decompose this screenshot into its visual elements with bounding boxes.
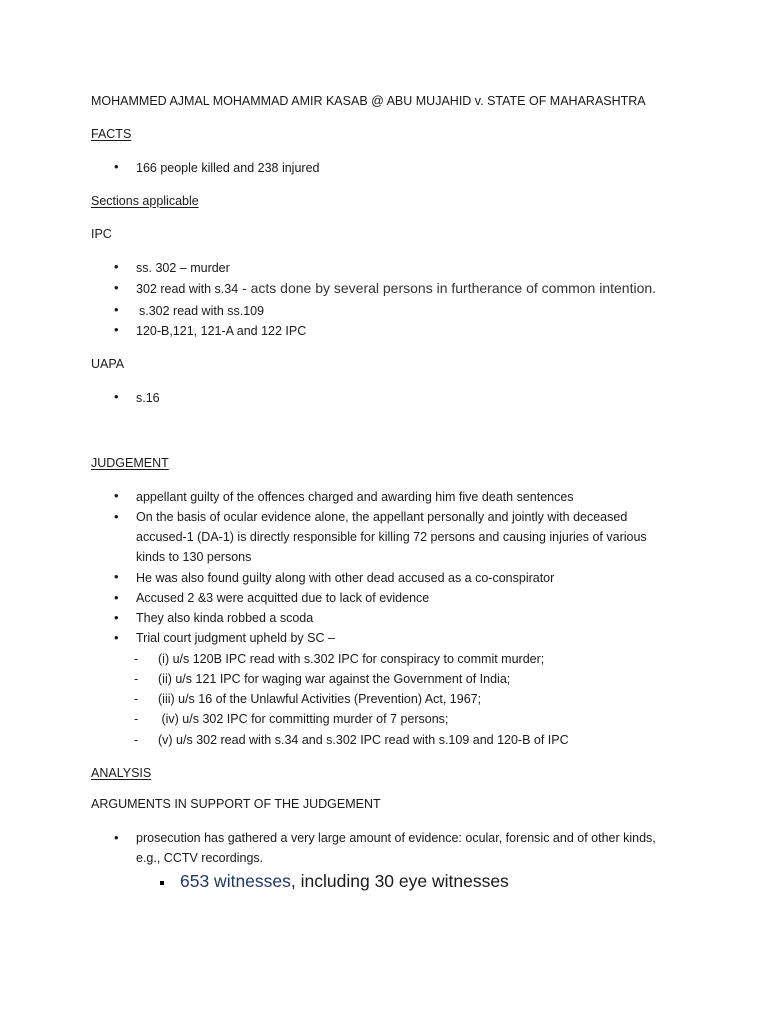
judgement-heading: JUDGEMENT: [91, 456, 169, 470]
square-bullet-icon: [160, 881, 164, 885]
ipc-item: [136, 280, 656, 296]
bullet-icon: •: [114, 302, 119, 317]
uapa-item: s.16: [136, 391, 160, 405]
judgement-item: He was also found guilty along with other dead accused as a co-conspirator: [136, 571, 555, 585]
sections-heading: Sections applicable: [91, 194, 199, 208]
uapa-label: UAPA: [91, 357, 125, 371]
judgement-item: On the basis of ocular evidence alone, the appellant personally and jointly with deceased: [136, 510, 628, 524]
analysis-subheading: ARGUMENTS IN SUPPORT OF THE JUDGEMENT: [91, 797, 381, 811]
facts-item: 166 people killed and 238 injured: [136, 161, 320, 175]
judgement-item-continued: accused-1 (DA-1) is directly responsible for killing 72 persons and causing injuries of various: [136, 530, 647, 544]
bullet-icon: •: [114, 509, 119, 524]
ipc-item: ss. 302 – murder: [136, 261, 230, 275]
bullet-icon: •: [114, 830, 119, 845]
analysis-item-continued: e.g., CCTV recordings.: [136, 851, 264, 865]
bullet-icon: •: [114, 322, 119, 337]
ipc-item-main: 302 read with s.34: [136, 282, 239, 296]
witnesses-count: 653 witnesses: [180, 871, 291, 891]
dash-marker: -: [134, 692, 139, 706]
dash-marker: -: [134, 672, 139, 686]
judgement-item-continued: kinds to 130 persons: [136, 550, 252, 564]
analysis-item: prosecution has gathered a very large amount of evidence: ocular, forensic and of other kinds,: [136, 831, 656, 845]
ipc-item-suffix: - acts done by several persons in furtherance of common intention.: [238, 280, 657, 296]
judgement-sub-item: (iii) u/s 16 of the Unlawful Activities (Prevention) Act, 1967;: [158, 692, 482, 706]
judgement-sub-item: (i) u/s 120B IPC read with s.302 IPC for conspiracy to commit murder;: [158, 652, 545, 666]
bullet-icon: •: [114, 280, 119, 295]
witnesses-rest: , including 30 eye witnesses: [290, 871, 509, 891]
judgement-sub-item: (v) u/s 302 read with s.34 and s.302 IPC read with s.109 and 120-B of IPC: [158, 733, 569, 747]
dash-marker: -: [134, 652, 139, 666]
bullet-icon: •: [114, 590, 119, 605]
case-title: MOHAMMED AJMAL MOHAMMAD AMIR KASAB @ ABU MUJAHID v. STATE OF MAHARASHTRA: [91, 94, 646, 108]
judgement-item: They also kinda robbed a scoda: [136, 611, 314, 625]
bullet-icon: •: [114, 259, 119, 274]
ipc-item: s.302 read with ss.109: [139, 304, 265, 318]
judgement-item: appellant guilty of the offences charged and awarding him five death sentences: [136, 490, 574, 504]
facts-heading: FACTS: [91, 127, 132, 141]
bullet-icon: •: [114, 610, 119, 625]
witnesses-item: [180, 871, 509, 892]
dash-marker: -: [134, 712, 139, 726]
bullet-icon: •: [114, 630, 119, 645]
dash-marker: -: [134, 733, 139, 747]
bullet-icon: •: [114, 159, 119, 174]
bullet-icon: •: [114, 488, 119, 503]
bullet-icon: •: [114, 389, 119, 404]
ipc-label: IPC: [91, 227, 112, 241]
analysis-heading: ANALYSIS: [91, 766, 152, 780]
ipc-item: 120-B,121, 121-A and 122 IPC: [136, 324, 307, 338]
judgement-sub-item: (iv) u/s 302 IPC for committing murder of 7 persons;: [158, 712, 449, 726]
bullet-icon: •: [114, 569, 119, 584]
judgement-item: Accused 2 &3 were acquitted due to lack of evidence: [136, 591, 430, 605]
judgement-item: Trial court judgment upheld by SC –: [136, 631, 335, 645]
judgement-sub-item: (ii) u/s 121 IPC for waging war against the Government of India;: [158, 672, 511, 686]
